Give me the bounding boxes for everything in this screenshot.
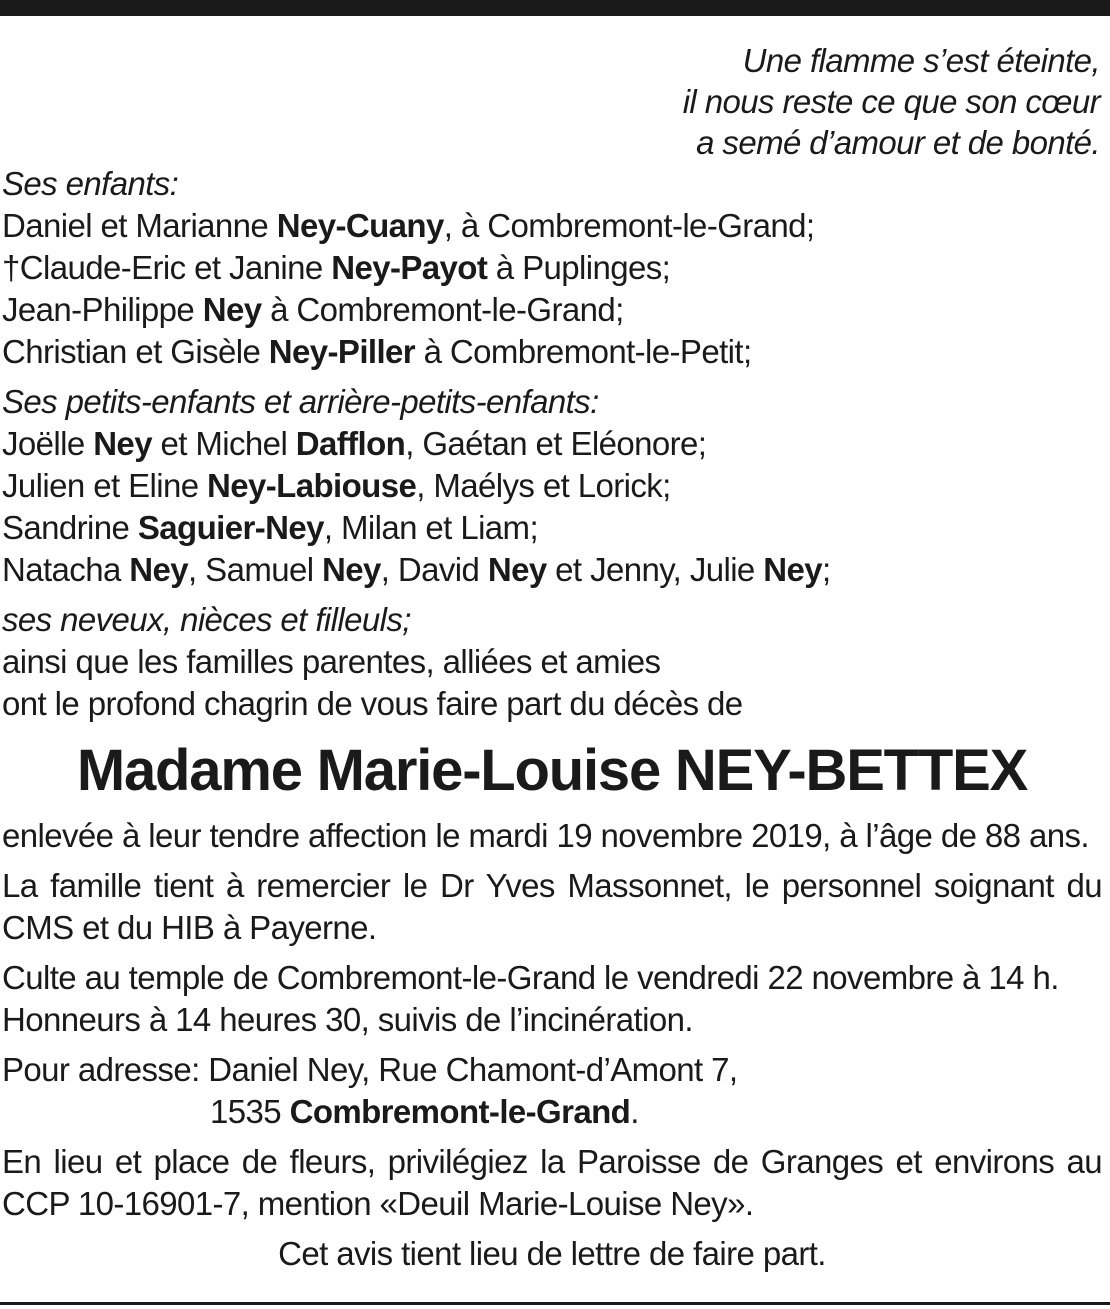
thanks-paragraph: La famille tient à remercier le Dr Yves Massonnet, le personnel soignant du CMS et du HIB à Payerne. — [2, 867, 1102, 946]
grandchildren-section — [2, 381, 1102, 591]
address-town-line: 1535 Combremont-le-Grand. — [210, 1093, 639, 1130]
closing-line: Cet avis tient lieu de lettre de faire part. — [278, 1235, 826, 1272]
child-line: Daniel et Marianne Ney-Cuany, à Combremont-le-Grand; — [2, 207, 815, 244]
donation-paragraph: En lieu et place de fleurs, privilégiez la Paroisse de Granges et environs au CCP 10-16901-7, mention «Deuil Marie-Louise Ney». — [2, 1143, 1102, 1222]
children-section — [2, 163, 1102, 373]
deceased-name: Madame Marie-Louise NEY-BETTEX — [76, 738, 1028, 803]
relatives-line: ainsi que les familles parentes, alliées et amies — [2, 643, 661, 680]
epitaph-poem — [2, 40, 1102, 163]
child-line: †Claude-Eric et Janine Ney-Payot à Puplinges; — [2, 249, 671, 286]
relatives-heading: ses neveux, nièces et filleuls; — [2, 601, 411, 638]
grandchild-line: Natacha Ney, Samuel Ney, David Ney et Jenny, Julie Ney; — [2, 551, 831, 588]
grandchild-line: Sandrine Saguier-Ney, Milan et Liam; — [2, 509, 539, 546]
poem-line: a semé d’amour et de bonté. — [696, 124, 1100, 161]
poem-line: il nous reste ce que son cœur — [682, 83, 1100, 120]
poem-line: Une flamme s’est éteinte, — [742, 42, 1100, 79]
grandchildren-heading: Ses petits-enfants et arrière-petits-enfants: — [2, 383, 599, 420]
relatives-line: ont le profond chagrin de vous faire part du décès de — [2, 685, 743, 722]
child-line: Jean-Philippe Ney à Combremont-le-Grand; — [2, 291, 624, 328]
service-section — [2, 957, 1102, 1041]
grandchild-line: Joëlle Ney et Michel Dafflon, Gaétan et Eléonore; — [2, 425, 707, 462]
child-line: Christian et Gisèle Ney-Piller à Combremont-le-Petit; — [2, 333, 752, 370]
bottom-rule — [0, 1302, 1110, 1305]
children-heading: Ses enfants: — [2, 165, 179, 202]
top-rule — [0, 0, 1110, 16]
relatives-section — [2, 599, 1102, 725]
death-notice: enlevée à leur tendre affection le mardi 19 novembre 2019, à l’âge de 88 ans. — [2, 817, 1089, 854]
obituary-notice — [2, 40, 1102, 1275]
service-line: Culte au temple de Combremont-le-Grand le vendredi 22 novembre à 14 h. — [2, 959, 1059, 996]
address-section — [2, 1049, 1102, 1133]
grandchild-line: Julien et Eline Ney-Labiouse, Maélys et Lorick; — [2, 467, 671, 504]
service-line: Honneurs à 14 heures 30, suivis de l’incinération. — [2, 1001, 693, 1038]
address-line: Pour adresse: Daniel Ney, Rue Chamont-d’Amont 7, — [2, 1051, 738, 1088]
